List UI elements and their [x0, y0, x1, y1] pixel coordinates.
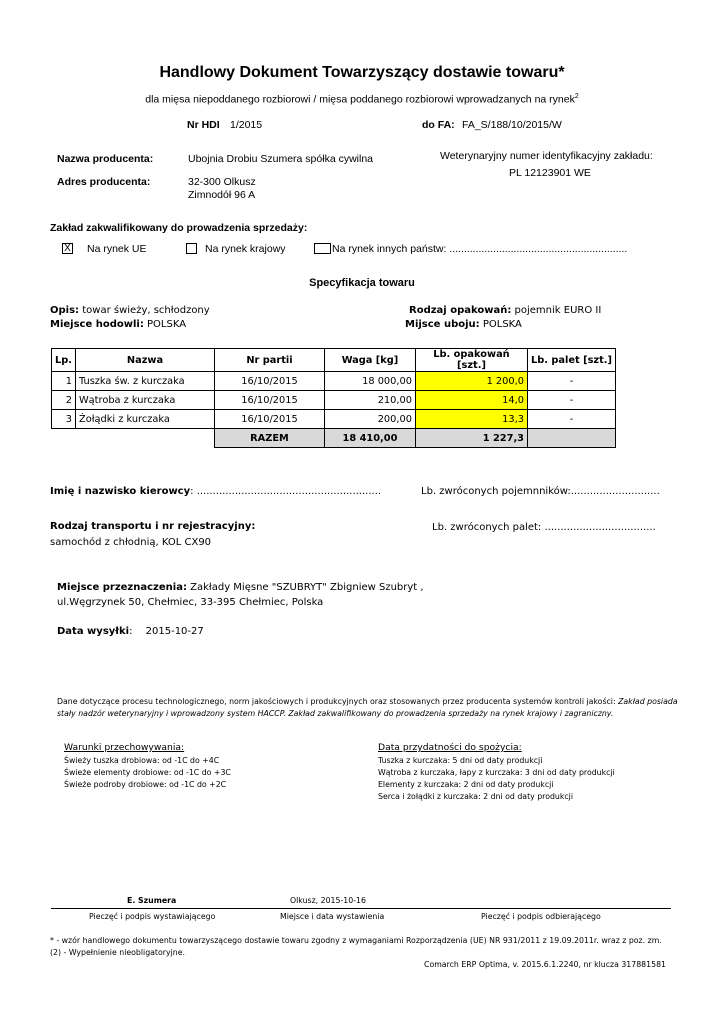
fa-label: do FA:	[422, 119, 455, 131]
market-eu-label: Na rynek UE	[87, 243, 147, 255]
cell-waga: 210,00	[324, 391, 415, 410]
notes-line1-italic: Zakład posiada	[618, 697, 678, 706]
vet-number-value: PL 12123901 WE	[509, 167, 591, 179]
opakowanie-value: pojemnik EURO II	[514, 305, 602, 316]
transport-label: Rodzaj transportu i nr rejestracyjny:	[50, 521, 256, 532]
vet-number-label: Weterynaryjny numer identyfikacyjny zakładu:	[440, 150, 653, 162]
cell-lp: 1	[52, 372, 76, 391]
ship-date-row	[57, 626, 204, 637]
footnote-regulation: * - wzór handlowego dokumentu towarzyszącego dostawie towaru zgodny z wymaganiami Rozporządzenia (UE) NR 931/2011 z 19.09.2011r. wraz z poz. zm.	[50, 936, 662, 945]
total-opak: 1 227,3	[415, 429, 527, 448]
cell-partia: 16/10/2015	[214, 410, 324, 429]
expiry-item: Elementy z kurczaka: 2 dni od daty produkcji	[378, 780, 554, 789]
producer-address-label: Adres producenta:	[57, 176, 151, 188]
footnote-optional: (2) - Wypełnienie nieobligatoryjne.	[50, 948, 185, 957]
cell-waga: 18 000,00	[324, 372, 415, 391]
market-domestic-label: Na rynek krajowy	[205, 243, 286, 255]
table-header-row	[52, 349, 616, 372]
destination-row	[57, 582, 424, 593]
destination-line1: Zakłady Mięsne "SZUBRYT" Zbigniew Szubryt ,	[190, 582, 424, 593]
expiry-item: Serca i żołądki z kurczaka: 2 dni od daty produkcji	[378, 792, 574, 801]
opakowanie-row	[409, 305, 601, 316]
containers-row	[421, 486, 660, 497]
notes-line1-normal: Dane dotyczące procesu technologicznego, norm jakościowych i produkcyjnych oraz stosowanych przez producenta systemów kontroli jakości:	[57, 697, 619, 706]
hodowla-value: POLSKA	[147, 319, 187, 330]
storage-item: Świeże podroby drobiowe: od -1C do +2C	[64, 780, 227, 789]
table-row	[52, 391, 616, 410]
storage-item: Świeże elementy drobiowe: od -1C do +3C	[64, 768, 231, 777]
cell-opak: 14,0	[415, 391, 527, 410]
document-subtitle	[0, 93, 724, 106]
producer-address-line2: Zimnodół 96 A	[188, 189, 256, 201]
fa-value: FA_S/188/10/2015/W	[462, 119, 562, 131]
pallets-value: ...................................	[544, 522, 656, 533]
software-info: Comarch ERP Optima, v. 2015.6.1.2240, nr klucza 317881581	[424, 960, 666, 969]
ship-date-colon: :	[129, 626, 133, 637]
destination-line2: ul.Węgrzynek 50, Chełmiec, 33-395 Chełmiec, Polska	[57, 597, 324, 608]
cell-nazwa: Żołądki z kurczaka	[75, 410, 214, 429]
transport-value: samochód z chłodnią, KOL CX90	[50, 537, 212, 548]
total-waga: 18 410,00	[324, 429, 415, 448]
col-partia: Nr partii	[214, 349, 324, 372]
subtitle-sup: 2	[574, 93, 579, 100]
producer-name-label: Nazwa producenta:	[57, 153, 154, 165]
issuer-name: E. Szumera	[127, 896, 177, 905]
cell-palet: -	[527, 372, 615, 391]
total-label: RAZEM	[214, 429, 324, 448]
containers-value: ............................	[570, 486, 660, 497]
cell-palet: -	[527, 391, 615, 410]
cell-lp: 2	[52, 391, 76, 410]
qualified-heading: Zakład zakwalifikowany do prowadzenia sprzedaży:	[50, 222, 308, 234]
notes-line1	[57, 697, 678, 706]
pallets-label: Lb. zwróconych palet:	[432, 522, 542, 533]
total-palet	[527, 429, 615, 448]
signature-line	[51, 908, 671, 909]
hodowla-row	[50, 319, 186, 330]
uboj-label: Mijsce uboju:	[405, 319, 480, 330]
col-lp: Lp.	[52, 349, 76, 372]
hodowla-label: Miejsce hodowli:	[50, 319, 144, 330]
issuer-caption: Pieczęć i podpis wystawiającego	[89, 912, 216, 921]
cell-nazwa: Wątroba z kurczaka	[75, 391, 214, 410]
spec-heading: Specyfikacja towaru	[309, 277, 415, 289]
cell-waga: 200,00	[324, 410, 415, 429]
opis-value: towar świeży, schłodzony	[82, 305, 210, 316]
cell-lp: 3	[52, 410, 76, 429]
opis-row	[50, 305, 210, 316]
pallets-row	[432, 522, 656, 533]
nr-hdi-label: Nr HDI	[187, 119, 220, 131]
checkbox-market-eu[interactable]: X	[62, 243, 73, 254]
checkbox-market-domestic[interactable]	[186, 243, 197, 254]
table-row	[52, 410, 616, 429]
col-nazwa: Nazwa	[75, 349, 214, 372]
col-palet: Lb. palet [szt.]	[527, 349, 615, 372]
storage-item: Świeży tuszka drobiowa: od -1C do +4C	[64, 756, 220, 765]
destination-label: Miejsce przeznaczenia:	[57, 582, 187, 593]
col-waga: Waga [kg]	[324, 349, 415, 372]
uboj-value: POLSKA	[482, 319, 522, 330]
driver-row	[50, 486, 381, 497]
driver-value: : ..........................................................	[190, 486, 382, 497]
table-row	[52, 372, 616, 391]
containers-label: Lb. zwróconych pojemnników:	[421, 486, 571, 497]
expiry-item: Wątroba z kurczaka, łapy z kurczaka: 3 dni od daty produkcji	[378, 768, 615, 777]
cell-palet: -	[527, 410, 615, 429]
opakowanie-label: Rodzaj opakowań:	[409, 305, 512, 316]
receiver-caption: Pieczęć i podpis odbierającego	[481, 912, 601, 921]
opis-label: Opis:	[50, 305, 80, 316]
uboj-row	[405, 319, 522, 330]
market-other-label: Na rynek innych państw: .............................................................	[332, 243, 628, 255]
goods-table	[51, 348, 616, 448]
place-date: Olkusz, 2015-10-16	[290, 896, 366, 905]
cell-nazwa: Tuszka św. z kurczaka	[75, 372, 214, 391]
nr-hdi-value: 1/2015	[230, 119, 263, 131]
expiry-item: Tuszka z kurczaka: 5 dni od daty produkcji	[378, 756, 543, 765]
producer-name-value: Ubojnia Drobiu Szumera spółka cywilna	[188, 153, 374, 165]
place-caption: Miejsce i data wystawienia	[280, 912, 385, 921]
subtitle-text: dla mięsa niepoddanego rozbiorowi / mięsa poddanego rozbiorowi wprowadzanych na rynek	[145, 93, 575, 106]
storage-heading: Warunki przechowywania:	[64, 742, 185, 753]
producer-address-line1: 32-300 Olkusz	[188, 176, 256, 188]
expiry-heading: Data przydatności do spożycia:	[378, 742, 522, 753]
checkbox-market-other[interactable]	[314, 243, 331, 254]
notes-line2: stały nadzór weterynaryjny i wprowadzony system HACCP. Zakład zakwalifikowany do prowadzenia sprzedaży na rynek krajowy i zagraniczny.	[57, 709, 614, 718]
table-total-row	[52, 429, 616, 448]
cell-opak: 13,3	[415, 410, 527, 429]
driver-label: Imię i nazwisko kierowcy	[50, 486, 191, 497]
ship-date-label: Data wysyłki	[57, 626, 130, 637]
ship-date-value: 2015-10-27	[145, 626, 204, 637]
document-title: Handlowy Dokument Towarzyszący dostawie towaru*	[159, 64, 565, 81]
cell-partia: 16/10/2015	[214, 391, 324, 410]
cell-opak: 1 200,0	[415, 372, 527, 391]
col-opak: Lb. opakowań [szt.]	[415, 349, 527, 372]
cell-partia: 16/10/2015	[214, 372, 324, 391]
